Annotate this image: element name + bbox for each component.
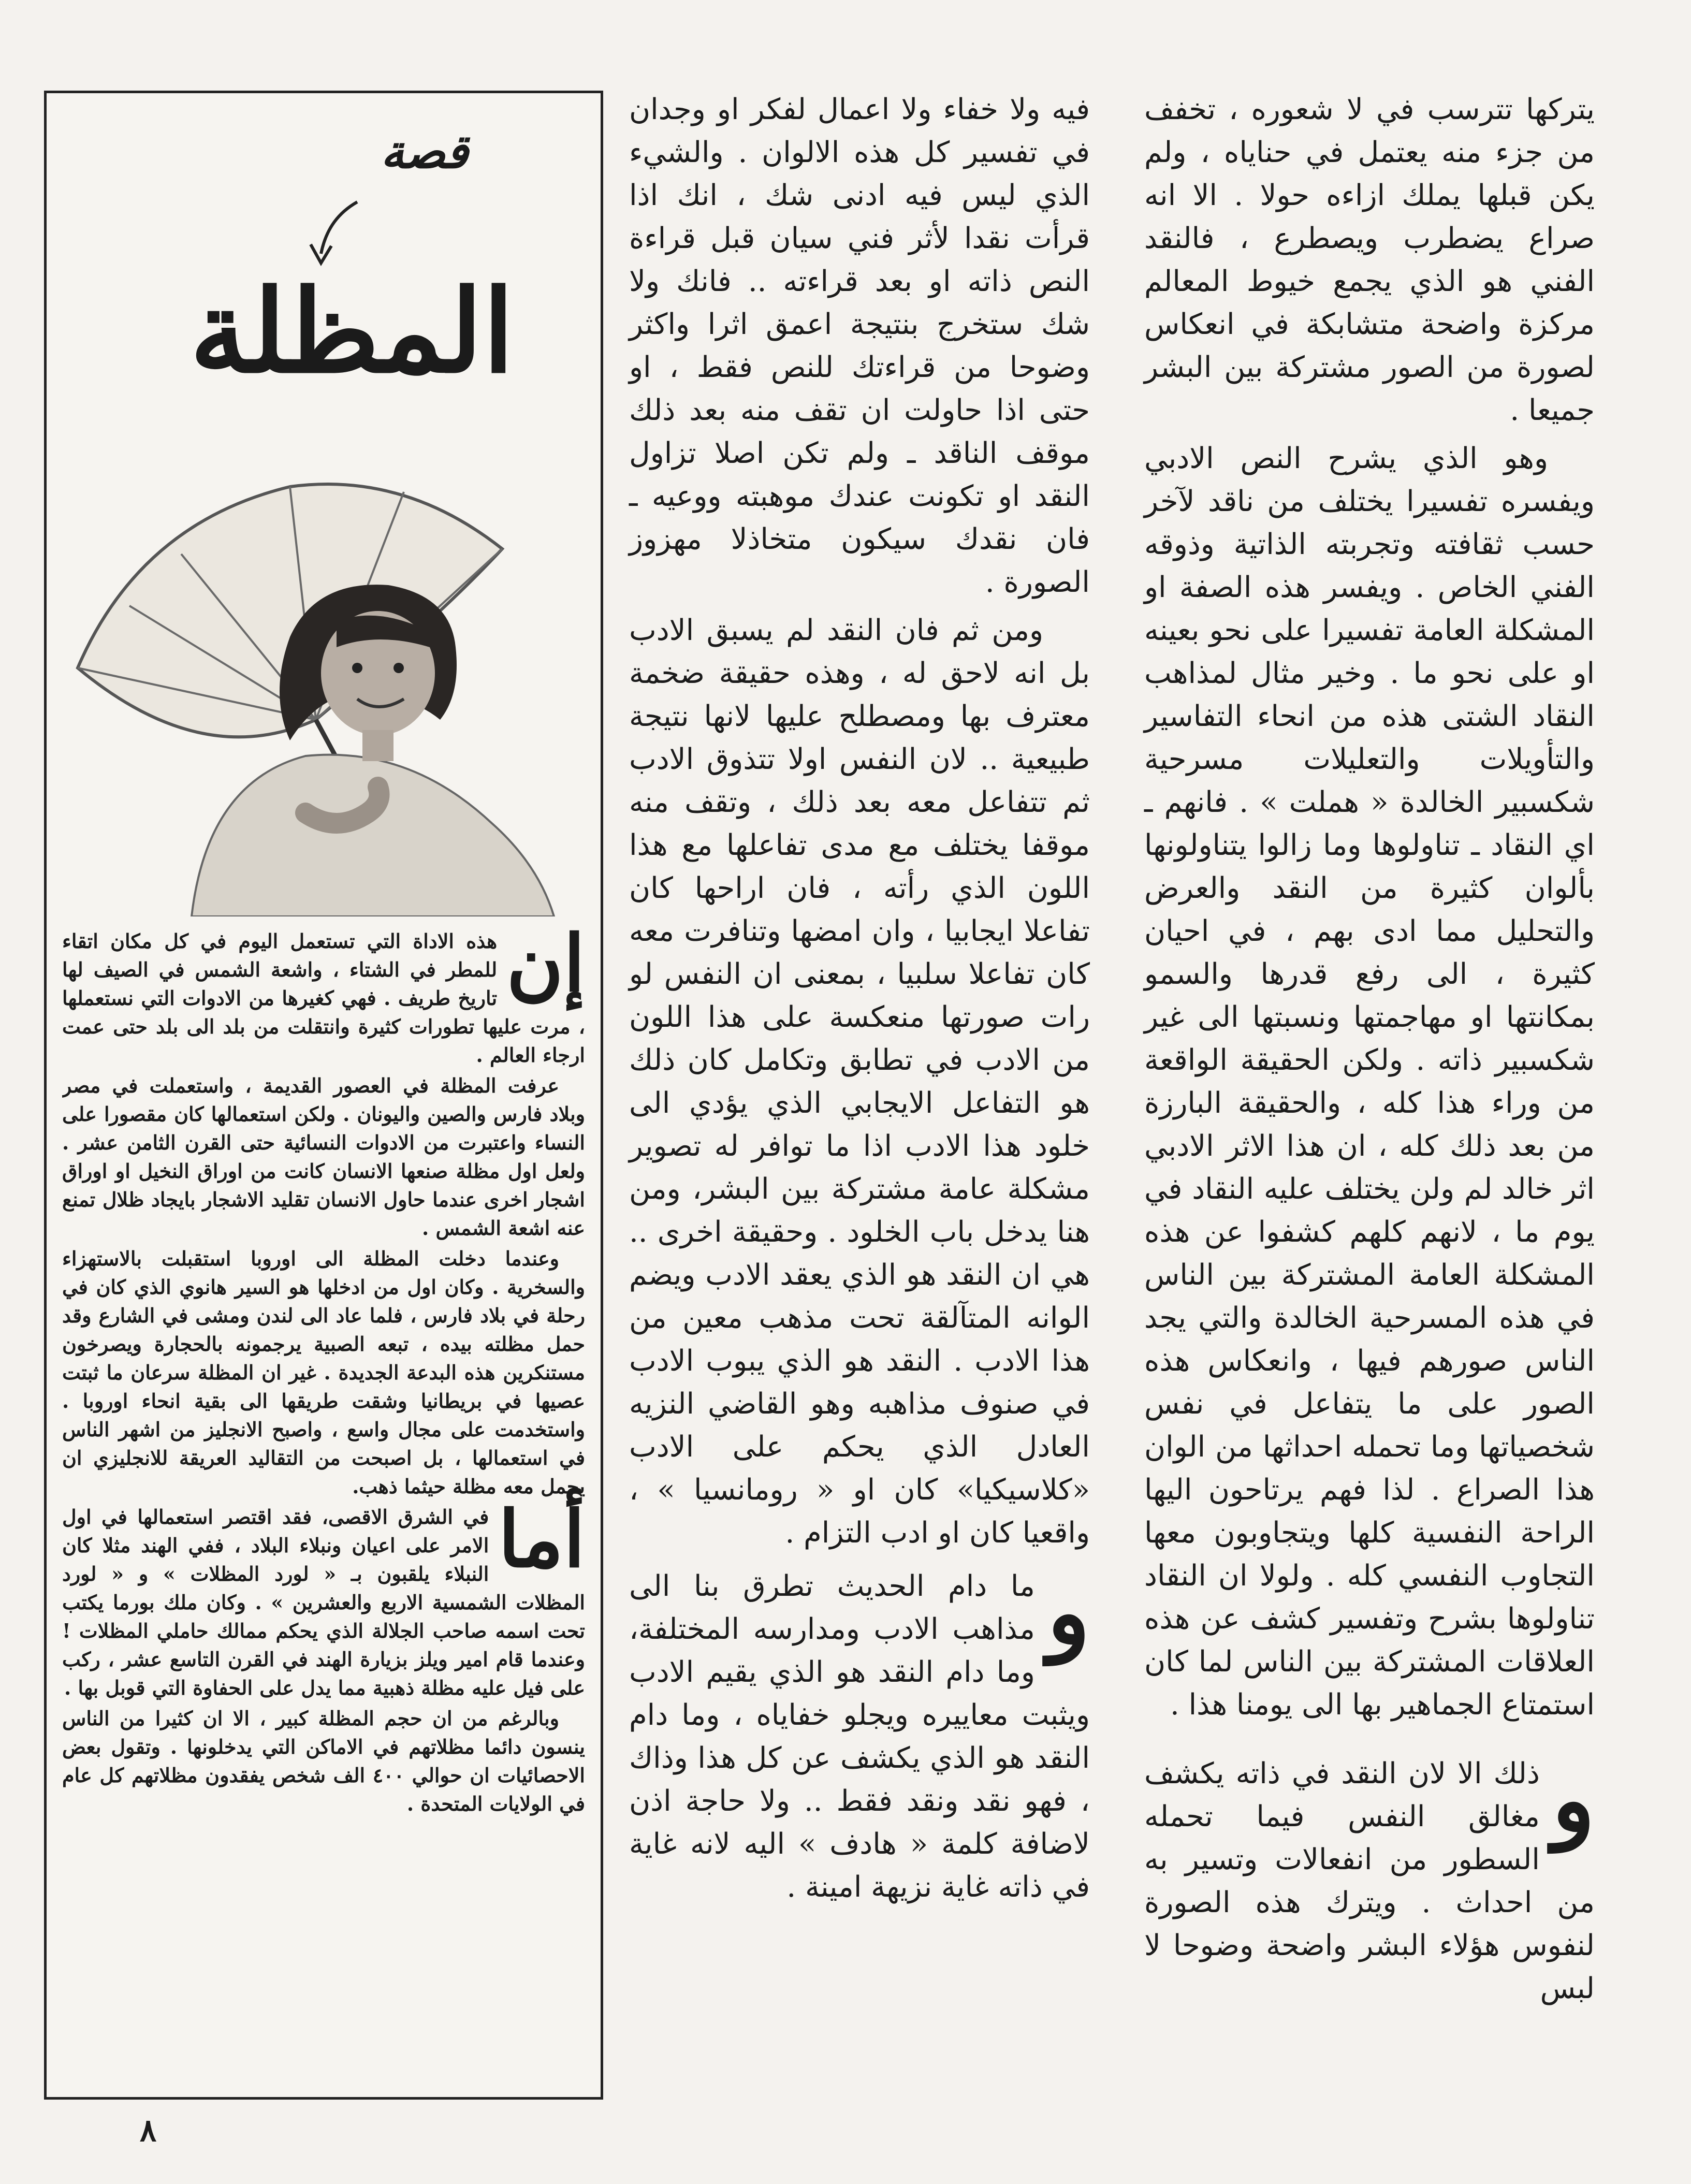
- article-paragraph: يتركها تترسب في لا شعوره ، تخفف من جزء منه يعتمل في حناياه ، ولم يكن قبلها يملك ازاءه حولا . الا انه صراع يضطرب ويصطرع ، فالنقد الفني هو الذي يجمع خيوط المعالم مركزة واضحة متشابكة في انعكاس لصورة من الصور مشتركة بين البشر جميعا .: [1144, 93, 1595, 427]
- story-kicker: قصة: [381, 124, 469, 179]
- story-paragraph: وبالرغم من ان حجم المظلة كبير ، الا ان كثيرا من الناس ينسون دائما مظلاتهم في الاماكن التي يدخلونها . وتقول بعض الاحصائيات ان حوالي ٤٠٠ الف شخص يفقدون مظلاتهم كل عام في الولايات المتحدة .: [62, 1707, 585, 1815]
- drop-cap: إن: [506, 927, 585, 1009]
- article-paragraph: و ذلك الا لان النقد في ذاته يكشف مغالق النفس فيما تحمله السطور من انفعالات وتسير به من احداث . ويترك هذه الصورة لنفوس هؤلاء البشر واضحة وضوحا لا لبس: [1144, 1749, 1595, 2005]
- article-column-right: [1144, 88, 1595, 2010]
- story-paragraph: وعندما دخلت المظلة الى اوروبا استقبلت بالاستهزاء والسخرية . وكان اول من ادخلها هو السير هانوي الذي كان في رحلة في بلاد فارس ، فلما عاد الى لندن ومشى في الشارع وقد حمل مظلته بيده ، تبعه الصبية يرجمونه بالحجارة ويصرخون مستنكرين هذه البدعة الجديدة . غير ان المظلة سرعان ما ثبتت عصيها في بريطانيا وشقت طريقها الى بقية انحاء اوروبا . واستخدمت على مجال واسع ، واصبح الانجليز من اشهر الناس في استعمالها ، بل اصبحت من التقاليد العريقة للانجليزي ان يحمل معه مظلة حيثما ذهب.: [62, 1247, 585, 1498]
- arrow-icon: [290, 197, 373, 269]
- article-paragraph: وهو الذي يشرح النص الادبي ويفسره تفسيرا يختلف من ناقد لآخر حسب ثقافته وتجربته الذاتية وذوقه الفني الخاص . ويفسر هذه الصفة او المشكلة العامة تفسيرا على نحو بعينه او على نحو ما . وخير مثال لمذاهب النقاد الشتى هذه من انحاء التفاسير والتأويلات والتعليلات مسرحية شكسبير الخالدة « هملت » . فانهم ـ اي النقاد ـ تناولوها وما زالوا يتناولونها بألوان كثيرة من النقد والعرض والتحليل مما ادى بهم ، في احيان كثيرة ، الى رفع قدرها والسمو بمكانتها او مهاجمتها ونسبتها الى غير شكسبير ذاته . ولكن الحقيقة الواقعة من وراء هذا كله ، والحقيقة البارزة من بعد ذلك كله ، ان هذا الاثر الادبي اثر خالد لم ولن يختلف عليه النقاد في يوم ما ، لانهم كلهم كشفوا عن هذه المشكلة العامة المشتركة بين الناس في هذه المسرحية الخالدة والتي يجد الناس صورهم فيها ، وانعكاس هذه الصور على ما يتفاعل في نفس شخصياتها وما تحمله احداثها من الوان هذا الصراع . لذا فهم يرتاحون اليها الراحة النفسية كلها ويتجاوبون معها التجاوب النفسي كله . ولولا ان النقاد تناولوها بشرح وتفسير كشف عن هذه العلاقات المشتركة بين الناس لما كان استمتاع الجماهير بها الى يومنا هذا .: [1144, 442, 1595, 1722]
- page-number: ٨: [140, 2113, 157, 2149]
- story-text: [62, 927, 585, 2087]
- drop-cap: أما: [498, 1494, 585, 1585]
- girl-with-umbrella-photo: [47, 450, 601, 916]
- story-paragraph: إن هذه الاداة التي تستعمل اليوم في كل مكان اتقاء للمطر في الشتاء ، واشعة الشمس في الصيف لها تاريخ طريف . فهي كغيرها من الادوات التي نستعملها ، مرت عليها تطورات كثيرة وانتقلت من بلد الى بلد حتى عمت ارجاء العالم .: [62, 927, 585, 1067]
- article-paragraph: ومن ثم فان النقد لم يسبق الادب بل انه لاحق له ، وهذه حقيقة ضخمة معترف بها ومصطلح عليها لانها نتيجة طبيعية .. لان النفس اولا تتذوق الادب ثم تتفاعل معه بعد ذلك ، وتقف منه موقفا يختلف مع مدى تفاعلها مع هذا اللون الذي رأته ، فان اراحها كان تفاعلا ايجابيا ، وان امضها وتنافرت معه كان تفاعلا سلبيا ، بمعنى ان النفس لو رات صورتها منعكسة على هذا اللون من الادب في تطابق وتكامل كان ذلك هو التفاعل الايجابي الذي يؤدي الى خلود هذا الادب اذا ما توافر له تصوير مشكلة عامة مشتركة بين البشر، ومن هنا يدخل باب الخلود . وحقيقة اخرى .. هي ان النقد هو الذي يعقد الادب ويضم الوانه المتآلقة تحت مذهب معين من هذا الادب . النقد هو الذي يبوب الادب في صنوف مذاهبه وهو القاضي النزيه العادل الذي يحكم على الادب «كلاسيكيا» كان او « رومانسيا » ، واقعيا كان او ادب التزام .: [629, 614, 1090, 1550]
- article-paragraph: فيه ولا خفاء ولا اعمال لفكر او وجدان في تفسير كل هذه الالوان . والشيء الذي ليس فيه ادنى شك ، انك اذا قرأت نقدا لأثر فني سيان قبل قراءة النص ذاته او بعد قراءته .. فانك ولا شك ستخرج بنتيجة اعمق اثرا واكثر وضوحا من قراءتك للنص فقط ، او حتى اذا حاولت ان تقف منه بعد ذلك موقف الناقد ـ ولم تكن اصلا تزاول النقد او تكونت عندك موهبته ووعيه ـ فان نقدك سيكون متخاذلا مهزوز الصورة .: [629, 93, 1090, 599]
- article-paragraph: و ما دام الحديث تطرق بنا الى مذاهب الادب ومدارسه المختلفة، وما دام النقد هو الذي يقيم الادب ويثبت معاييره ويجلو خفاياه ، وما دام النقد هو الذي يكشف عن كل هذا وذاك ، فهو نقد ونقد فقط .. ولا حاجة اذن لاضافة كلمة « هادف » اليه لانه غاية في ذاته غاية نزيهة امينة .: [629, 1561, 1090, 1904]
- article-column-middle: [629, 88, 1090, 1909]
- drop-cap: و: [1047, 1561, 1090, 1665]
- story-box: [44, 91, 603, 2100]
- story-paragraph: أما في الشرق الاقصى، فقد اقتصر استعمالها في اول الامر على اعيان ونبلاء البلاد ، ففي الهند مثلا كان النبلاء يلقبون بـ « لورد المظلات » و « لورد المظلات الشمسية الاربع والعشرين » . وكان ملك بورما يكتب تحت اسمه صاحب الجلالة الذي يحكم ممالك حاملي المظلات ! وعندما قام امير ويلز بزيارة الهند في القرن التاسع عشر ، ركب على فيل عليه مظلة ذهبية مما يدل على الحفاوة التي قوبل بها .: [62, 1494, 585, 1699]
- drop-cap: و: [1552, 1749, 1595, 1852]
- story-paragraph: عرفت المظلة في العصور القديمة ، واستعملت في مصر وبلاد فارس والصين واليونان . ولكن استعمالها كان مقصورا على النساء واعتبرت من الادوات النسائية حتى القرن الثامن عشر . ولعل اول مظلة صنعها الانسان كانت من اوراق النخيل او اوراق اشجار اخرى عندما حاول الانسان تقليد الاشجار بايجاد ظلال تمنع عنه اشعة الشمس .: [62, 1074, 585, 1240]
- story-title: المظلة: [189, 264, 515, 398]
